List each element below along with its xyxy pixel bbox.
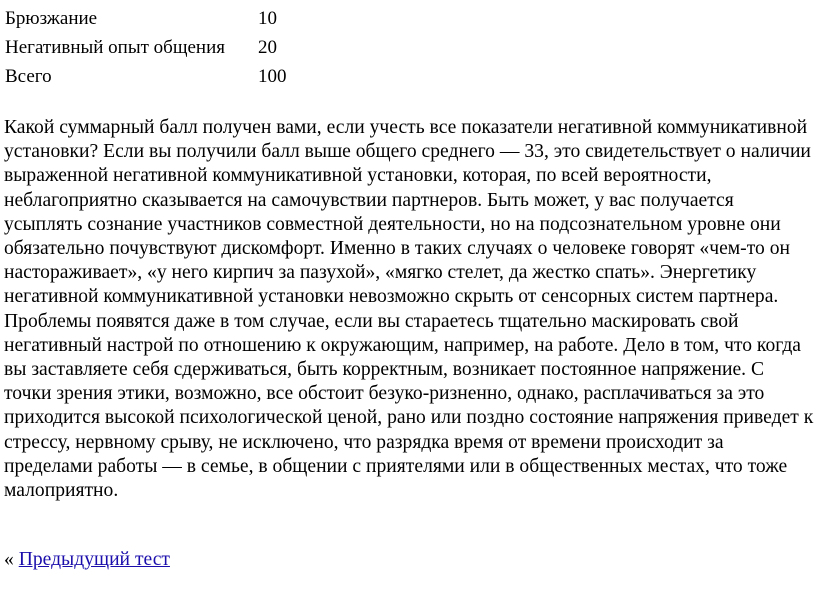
test-navigation: [4, 548, 170, 572]
previous-test-link[interactable]: Предыдущий тест: [18, 549, 170, 570]
nav-prefix-quote: «: [4, 549, 14, 570]
result-paragraph: Какой суммарный балл получен вами, если учесть все показатели негативной коммуникативной установки? Если вы получили балл выше общего среднего — 33, это свидетельствует о наличии выраженной негативной коммуникативной установки, которая, по всей вероятности, неблагоприятно сказывается на самочувствии партнеров. Быть может, у вас получается усыплять сознание участников совместной деятельности, но на подсознательном уровне они обязательно почувствуют дискомфорт. Именно в таких случаях о человеке говорят «чем-то он настораживает», «у него кирпич за пазухой», «мягко стелет, да жестко спать». Энергетику негативной коммуникативной установки невозможно скрыть от сенсорных систем партнера. Проблемы появятся даже в том случае, если вы стараетесь тщательно маскировать свой негативный настрой по отношению к окружающим, например, на работе. Дело в том, что когда вы заставляете себя сдерживаться, быть корректным, возникает постоянное напряжение. С точки зрения этики, возможно, все обстоит безуко-ризненно, однако, расплачиваться за это приходится высокой психологической ценой, рано или поздно состояние напряжения приведет к стрессу, нервному срыву, не исключено, что разрядка время от времени происходит за пределами работы — в семье, в общении с приятелями или в общественных местах, что тоже малоприятно.: [4, 117, 814, 502]
score-table: [5, 4, 287, 91]
score-label: Всего: [5, 65, 52, 87]
table-row: [5, 33, 287, 62]
table-row: [5, 4, 287, 33]
table-row: [5, 62, 287, 91]
score-label: Негативный опыт общения: [5, 36, 225, 58]
score-value: 10: [258, 7, 277, 29]
score-value: 20: [258, 36, 277, 58]
score-value: 100: [258, 65, 287, 87]
score-label: Брюзжание: [5, 7, 98, 29]
